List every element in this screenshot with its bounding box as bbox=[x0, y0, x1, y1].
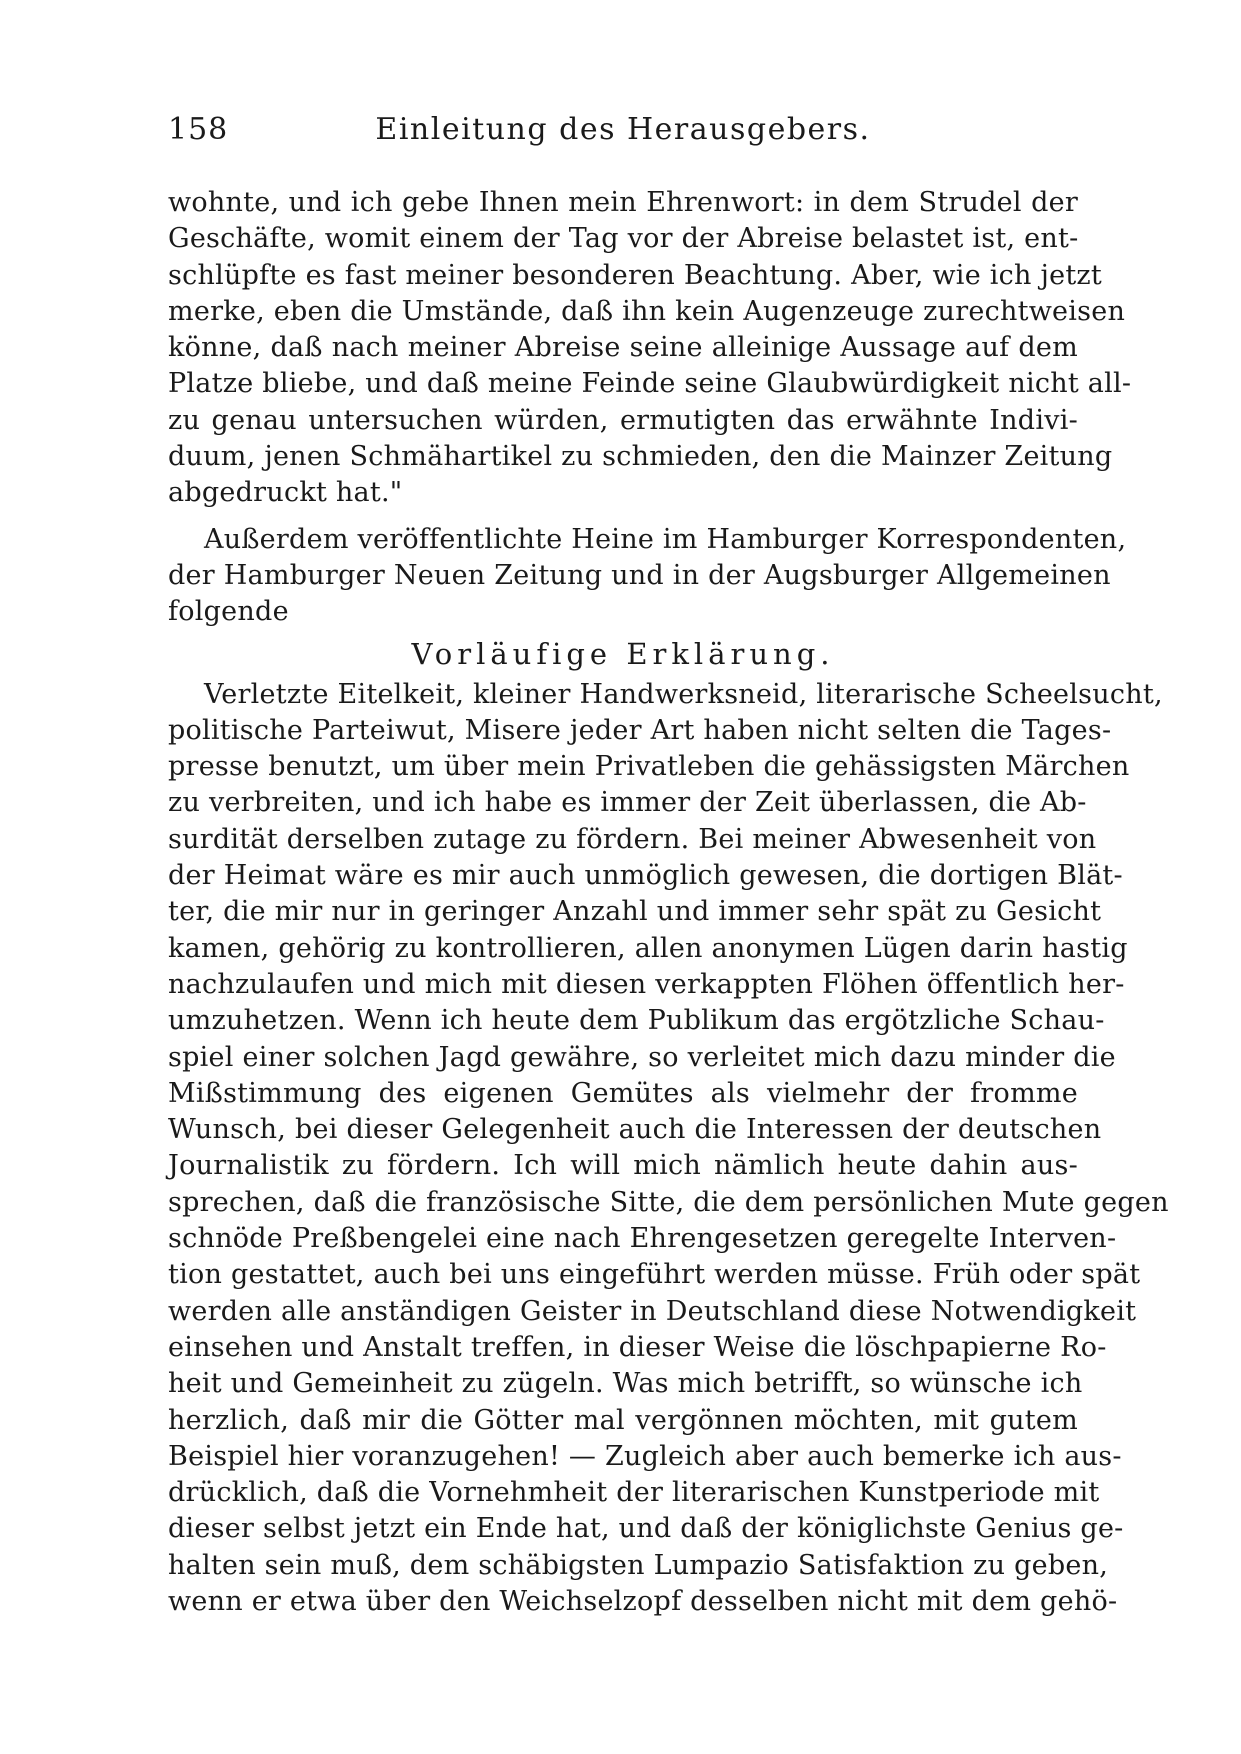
text-line: Wunsch, bei dieser Gelegenheit auch die Interessen der deutschen bbox=[168, 1114, 1102, 1146]
text-line: abgedruckt hat." bbox=[168, 477, 403, 509]
page-number: 158 bbox=[168, 112, 229, 147]
text-line: drücklich, daß die Vornehmheit der literarischen Kunstperiode mit bbox=[168, 1477, 1100, 1509]
section-heading: Vorläufige Erklärung. bbox=[411, 636, 835, 671]
paragraph-2 bbox=[168, 522, 1127, 631]
text-line: umzuhetzen. Wenn ich heute dem Publikum das ergötzliche Schau- bbox=[168, 1005, 1105, 1037]
text-line: zu verbreiten, und ich habe es immer der Zeit überlassen, die Ab- bbox=[168, 787, 1087, 819]
text-line: wenn er etwa über den Weichselzopf desselben nicht mit dem gehö- bbox=[168, 1585, 1118, 1617]
text-line: schlüpfte es fast meiner besonderen Beachtung. Aber, wie ich jetzt bbox=[168, 259, 1103, 291]
text-line: duum, jenen Schmähartikel zu schmieden, den die Mainzer Zeitung bbox=[168, 441, 1113, 473]
text-line: schnöde Preßbengelei eine nach Ehrengesetzen geregelte Interven- bbox=[168, 1223, 1117, 1255]
paragraph-3 bbox=[168, 677, 1169, 1621]
text-line: Außerdem veröffentlichte Heine im Hamburger Korrespondenten, bbox=[204, 523, 1127, 555]
text-line: spiel einer solchen Jagd gewähre, so verleitet mich dazu minder die bbox=[168, 1041, 1116, 1073]
text-line: könne, daß nach meiner Abreise seine alleinige Aussage auf dem bbox=[168, 332, 1078, 364]
body-text bbox=[168, 185, 1169, 1620]
text-line: folgende bbox=[168, 596, 289, 628]
text-line: politische Parteiwut, Misere jeder Art haben nicht selten die Tages- bbox=[168, 714, 1112, 746]
text-line: presse benutzt, um über mein Privatleben die gehässigsten Märchen bbox=[168, 751, 1130, 783]
text-line: sprechen, daß die französische Sitte, die dem persönlichen Mute gegen bbox=[168, 1186, 1169, 1218]
text-line: Verletzte Eitelkeit, kleiner Handwerksneid, literarische Scheelsucht, bbox=[204, 678, 1163, 710]
text-line: zu genau untersuchen würden, ermutigten das erwähnte Indivi- bbox=[168, 404, 1078, 436]
text-line: Beispiel hier voranzugehen! — Zugleich aber auch bemerke ich aus- bbox=[168, 1440, 1122, 1472]
text-line: wohnte, und ich gebe Ihnen mein Ehrenwort: in dem Strudel der bbox=[168, 187, 1078, 218]
text-line: Journalistik zu fördern. Ich will mich nämlich heute dahin aus- bbox=[168, 1150, 1078, 1182]
text-line: surdität derselben zutage zu fördern. Bei meiner Abwesenheit von bbox=[168, 823, 1097, 855]
running-title: Einleitung des Herausgebers. bbox=[375, 112, 871, 147]
text-line: Mißstimmung des eigenen Gemütes als vielmehr der fromme bbox=[168, 1077, 1078, 1109]
paragraph-spacer bbox=[168, 512, 1078, 522]
text-line: werden alle anständigen Geister in Deutschland diese Notwendigkeit bbox=[168, 1295, 1137, 1327]
text-line: nachzulaufen und mich mit diesen verkappten Flöhen öffentlich her- bbox=[168, 968, 1125, 1000]
text-line: einsehen und Anstalt treffen, in dieser Weise die löschpapierne Ro- bbox=[168, 1331, 1107, 1363]
text-line: kamen, gehörig zu kontrollieren, allen anonymen Lügen darin hastig bbox=[168, 932, 1128, 964]
text-line: halten sein muß, dem schäbigsten Lumpazio Satisfaktion zu geben, bbox=[168, 1549, 1109, 1581]
paragraph-1 bbox=[168, 185, 1132, 512]
text-line: Geschäfte, womit einem der Tag vor der Abreise belastet ist, ent- bbox=[168, 223, 1079, 255]
text-line: heit und Gemeinheit zu zügeln. Was mich betrifft, so wünsche ich bbox=[168, 1368, 1083, 1400]
text-line: merke, eben die Umstände, daß ihn kein Augenzeuge zurechtweisen bbox=[168, 295, 1126, 327]
page-header bbox=[168, 112, 1078, 152]
text-line: tion gestattet, auch bei uns eingeführt werden müsse. Früh oder spät bbox=[168, 1259, 1141, 1291]
text-line: Platze bliebe, und daß meine Feinde seine Glaubwürdigkeit nicht all- bbox=[168, 368, 1132, 400]
text-line: ter, die mir nur in geringer Anzahl und immer sehr spät zu Gesicht bbox=[168, 896, 1102, 928]
text-line: der Hamburger Neuen Zeitung und in der Augsburger Allgemeinen bbox=[168, 559, 1111, 591]
text-line: dieser selbst jetzt ein Ende hat, und daß der königlichste Genius ge- bbox=[168, 1513, 1124, 1545]
text-line: der Heimat wäre es mir auch unmöglich gewesen, die dortigen Blät- bbox=[168, 860, 1123, 892]
text-line: herzlich, daß mir die Götter mal vergönnen möchten, mit gutem bbox=[168, 1404, 1078, 1436]
